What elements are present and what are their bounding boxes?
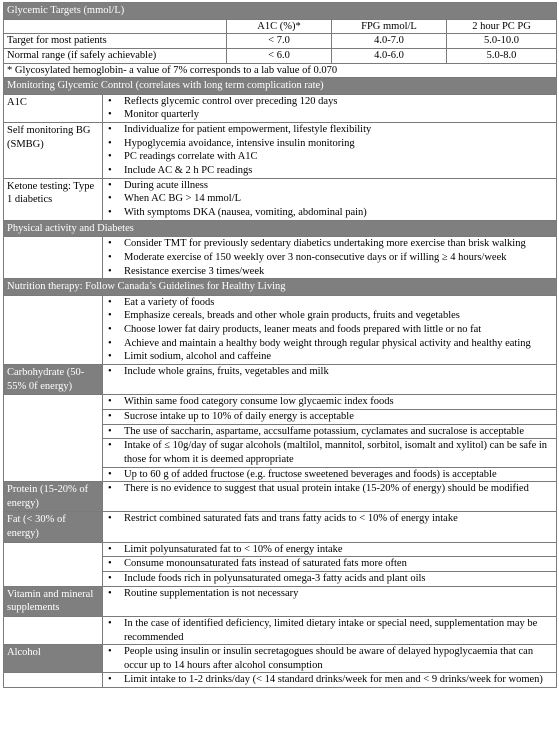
fat-label-continued: [4, 542, 103, 586]
glycemic-cell: 4.0-6.0: [332, 48, 447, 63]
table-row: [4, 586, 557, 616]
list-item: • Limit intake to 1-2 drinks/day (< 14 standard drinks/week for men and < 9 drinks/week for women): [106, 673, 553, 687]
table-row: [4, 482, 557, 512]
list-cell: [103, 512, 557, 542]
table-row: [4, 178, 557, 220]
list-item: • Within same food category consume low glycaemic index foods: [106, 395, 553, 409]
list-item: • Eat a variety of foods: [106, 296, 553, 310]
list-item: • Restrict combined saturated fats and trans fatty acids to < 10% of energy intake: [106, 512, 553, 526]
list-item: • Include AC & 2 h PC readings: [106, 164, 553, 178]
physical-bullets: [103, 237, 557, 279]
list-cell: [103, 395, 557, 410]
glycemic-footnote: * Glycosylated hemoglobin- a value of 7% corresponds to a lab value of 0.070: [4, 63, 557, 78]
list-item: • Routine supplementation is not necessary: [106, 587, 553, 601]
table-row: [4, 395, 557, 410]
table-row: [4, 94, 557, 122]
table-row: [4, 48, 557, 63]
protein-label: Protein (15-20% of energy): [4, 482, 103, 512]
list-cell: [103, 467, 557, 482]
list-cell: [103, 673, 557, 688]
list-item: • Limit polyunsaturated fat to < 10% of energy intake: [106, 543, 553, 557]
table-row: [4, 295, 557, 364]
list-item: • Include foods rich in polyunsaturated omega-3 fatty acids and plant oils: [106, 572, 553, 586]
list-item: • There is no evidence to suggest that usual protein intake (15-20% of energy) should be modified: [106, 482, 553, 496]
glycemic-cell: < 6.0: [227, 48, 332, 63]
nutrition-general-bullets: [103, 295, 557, 364]
list-item: • Achieve and maintain a healthy body weight through regular physical activity and healthy eating: [106, 337, 553, 351]
table-row: [4, 34, 557, 49]
alcohol-label: Alcohol: [4, 645, 103, 673]
list-item: • Consume monounsaturated fats instead of saturated fats more often: [106, 557, 553, 571]
diabetes-reference-table: [3, 2, 557, 688]
a1c-label: A1C: [4, 94, 103, 122]
list-item: • Emphasize cereals, breads and other whole grain products, fruits and vegetables: [106, 309, 553, 323]
nutrition-label-blank: [4, 295, 103, 364]
table-row: [4, 365, 557, 395]
list-cell: [103, 557, 557, 572]
list-item: • Hypoglycemia avoidance, intensive insulin monitoring: [106, 137, 553, 151]
table-row: [4, 542, 557, 557]
smbg-bullets: [103, 123, 557, 179]
glycemic-targets-header: Glycemic Targets (mmol/L): [4, 3, 557, 20]
glycemic-cell: 4.0-7.0: [332, 34, 447, 49]
glycemic-column-headers: [4, 19, 557, 34]
list-item: • The use of saccharin, aspartame, accsulfame potassium, cyclamates and sucralose is acceptable: [106, 425, 553, 439]
table-row: [4, 237, 557, 279]
list-item: • Consider TMT for previously sedentary diabetics undertaking more exercise than brisk walking: [106, 237, 553, 251]
glycemic-header-fpg: FPG mmol/L: [332, 19, 447, 34]
list-item: • Resistance exercise 3 times/week: [106, 265, 553, 279]
list-item: • Up to 60 g of added fructose (e.g. fructose sweetened beverages and foods) is acceptable: [106, 468, 553, 482]
list-item: • Include whole grains, fruits, vegetables and milk: [106, 365, 553, 379]
carbohydrate-label: Carbohydrate (50-55% 0f energy): [4, 365, 103, 395]
list-item: • Individualize for patient empowerment, lifestyle flexibility: [106, 123, 553, 137]
carbohydrate-label-continued: [4, 395, 103, 482]
carbohydrate-first-bullet: [103, 365, 557, 395]
list-cell: [103, 586, 557, 616]
a1c-bullets: [103, 94, 557, 122]
ketone-bullets: [103, 178, 557, 220]
table-row: [4, 123, 557, 179]
nutrition-header: Nutrition therapy: Follow Canada’s Guidelines for Healthy Living: [4, 279, 557, 296]
list-item: • During acute illness: [106, 179, 553, 193]
list-cell: [103, 616, 557, 644]
list-item: • Reflects glycemic control over preceding 120 days: [106, 95, 553, 109]
vitamin-label: Vitamin and mineral supplements: [4, 586, 103, 616]
smbg-label: Self monitoring BG (SMBG): [4, 123, 103, 179]
list-item: • People using insulin or insulin secretagogues should be aware of delayed hypoglycaemia that can occur up to 14 hours after alcohol consumption: [106, 645, 553, 672]
list-item: • Limit sodium, alcohol and caffeine: [106, 350, 553, 364]
physical-activity-header: Physical activity and Diabetes: [4, 220, 557, 237]
list-cell: [103, 439, 557, 467]
glycemic-cell: 5.0-8.0: [447, 48, 557, 63]
vitamin-label-continued: [4, 616, 103, 644]
list-cell: [103, 645, 557, 673]
glycemic-row-label: Target for most patients: [4, 34, 227, 49]
alcohol-label-continued: [4, 673, 103, 688]
list-item: • When AC BG > 14 mmol/L: [106, 192, 553, 206]
list-item: • Sucrose intake up to 10% of daily energy is acceptable: [106, 410, 553, 424]
list-item: • Choose lower fat dairy products, leaner meats and foods prepared with little or no fat: [106, 323, 553, 337]
glycemic-header-blank: [4, 19, 227, 34]
monitoring-header: Monitoring Glycemic Control (correlates with long term complication rate): [4, 78, 557, 95]
glycemic-header-pcpg: 2 hour PC PG: [447, 19, 557, 34]
glycemic-row-label: Normal range (if safely achievable): [4, 48, 227, 63]
list-cell: [103, 571, 557, 586]
list-item: • With symptoms DKA (nausea, vomiting, abdominal pain): [106, 206, 553, 220]
list-cell: [103, 424, 557, 439]
table-row: [4, 645, 557, 673]
fat-label: Fat (< 30% of energy): [4, 512, 103, 542]
glycemic-header-a1c: A1C (%)*: [227, 19, 332, 34]
list-item: • PC readings correlate with A1C: [106, 150, 553, 164]
list-item: • Intake of ≤ 10g/day of sugar alcohols (maltilol, mannitol, sorbitol, isomalt and xylitol) can be safe in those for whom it is deemed appropriate: [106, 439, 553, 466]
table-row: [4, 512, 557, 542]
ketone-label: Ketone testing: Type 1 diabetics: [4, 178, 103, 220]
table-row: [4, 616, 557, 644]
list-cell: [103, 542, 557, 557]
glycemic-cell: < 7.0: [227, 34, 332, 49]
list-cell: [103, 409, 557, 424]
list-cell: [103, 482, 557, 512]
physical-label-blank: [4, 237, 103, 279]
list-item: • In the case of identified deficiency, limited dietary intake or special need, supplementation may be recommended: [106, 617, 553, 644]
table-row: [4, 673, 557, 688]
list-item: • Monitor quarterly: [106, 108, 553, 122]
glycemic-cell: 5.0-10.0: [447, 34, 557, 49]
list-item: • Moderate exercise of 150 weekly over 3 non-consecutive days or if willing ≥ 4 hours/week: [106, 251, 553, 265]
